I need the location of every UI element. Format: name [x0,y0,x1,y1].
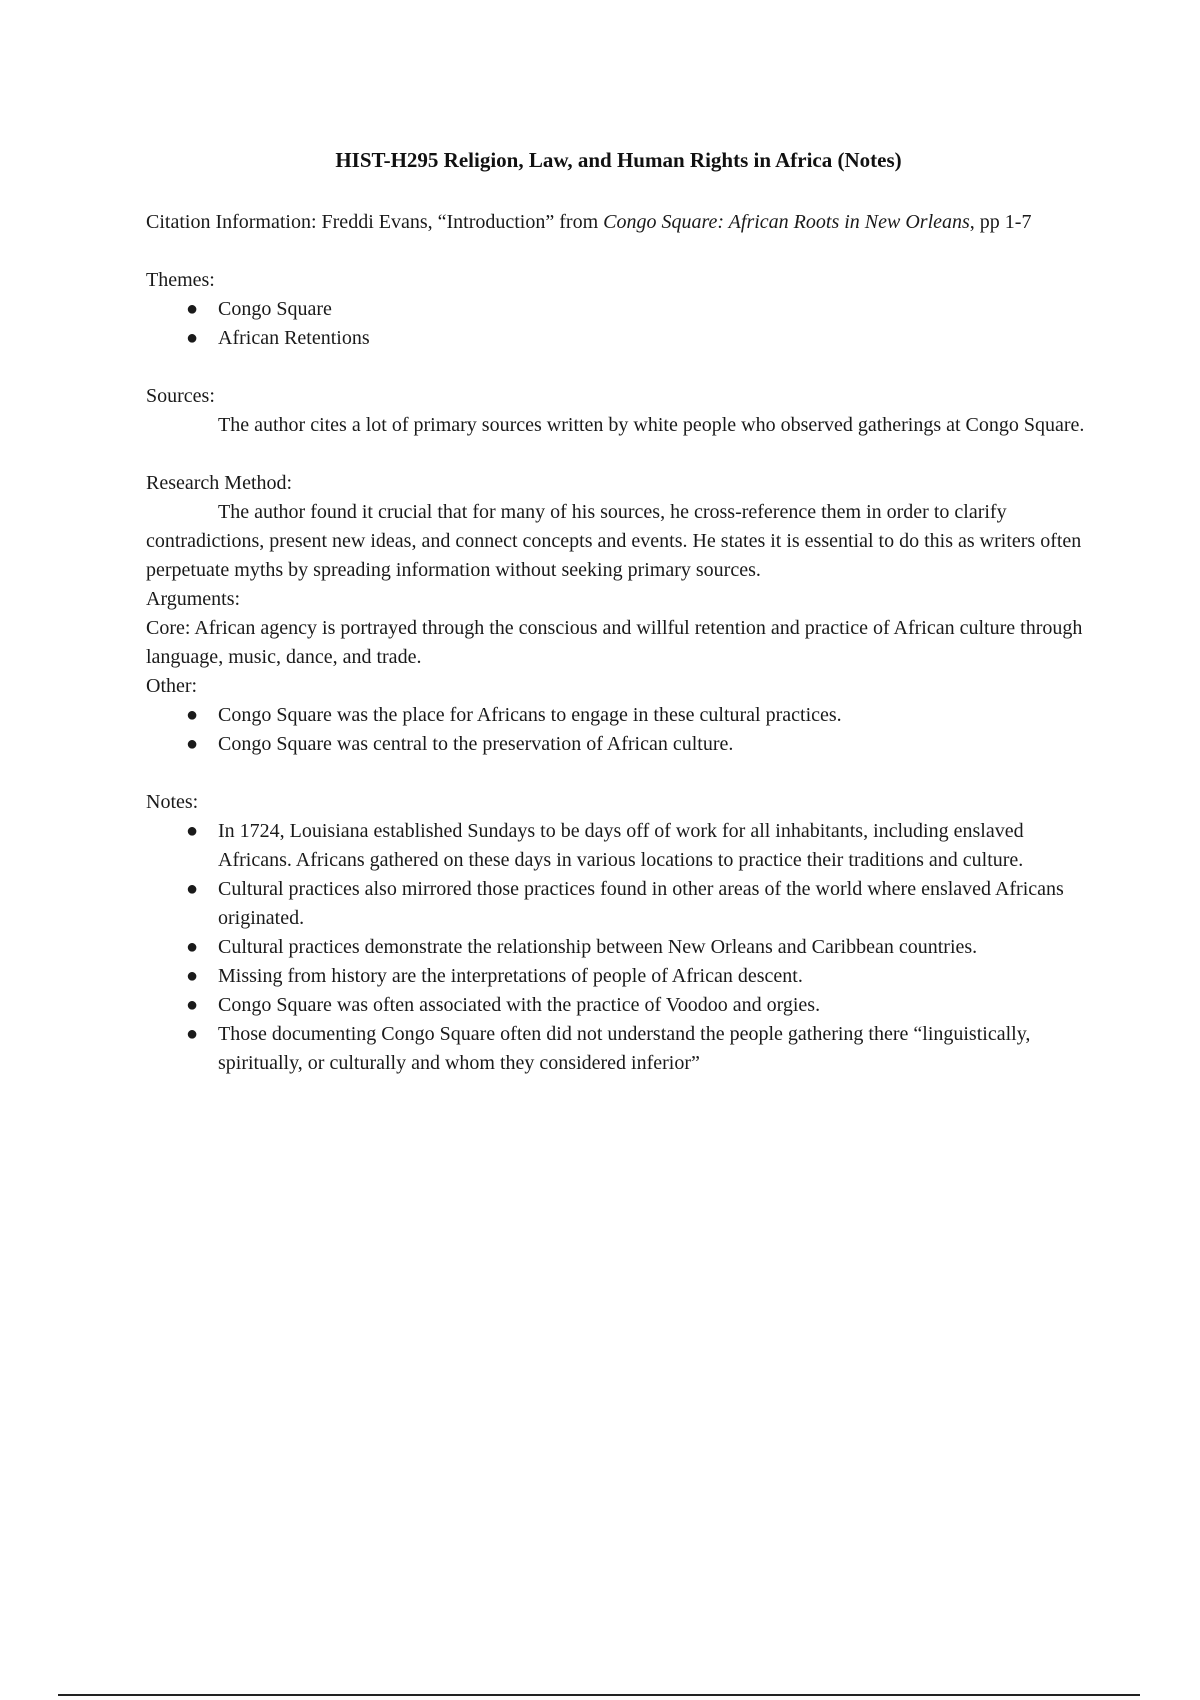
list-item [146,295,1091,324]
list-item-text: Congo Square was often associated with the practice of Voodoo and orgies. [218,994,821,1016]
notes-section [146,788,1091,1078]
list-item [146,324,1091,353]
list-item [146,701,1091,730]
list-item [146,817,1091,875]
list-item-text: Cultural practices also mirrored those practices found in other areas of the world where enslaved Africans originated. [218,878,1064,929]
document-title: HIST-H295 Religion, Law, and Human Rights in Africa (Notes) [335,148,902,172]
list-item-text: Congo Square was central to the preservation of African culture. [218,733,734,755]
citation-book-title: Congo Square: African Roots in New Orleans [603,211,970,233]
list-item [146,730,1091,759]
bullet-icon: ● [185,878,199,900]
bullet-icon: ● [185,327,199,349]
other-arguments-heading: Other: [146,675,198,697]
list-item-text: Missing from history are the interpretations of people of African descent. [218,965,803,987]
list-item-text: Congo Square [218,298,332,320]
notes-list [146,817,1091,1078]
bullet-icon: ● [185,733,199,755]
list-item-text: Those documenting Congo Square often did not understand the people gathering there “linguistically, spiritually, or culturally and whom they considered inferior” [218,1023,1031,1074]
sources-text: The author cites a lot of primary sources written by white people who observed gatherings at Congo Square. [218,414,1085,436]
list-item-text: African Retentions [218,327,370,349]
research-method-heading: Research Method: [146,472,293,494]
research-method-text: The author found it crucial that for many of his sources, he cross-reference them in order to clarify contradictions, present new ideas, and connect concepts and events. He states it is essential to do this as writers often perpetuate myths by spreading information without seeking primary sources. [146,501,1082,581]
themes-heading: Themes: [146,269,215,291]
bullet-icon: ● [185,936,199,958]
citation-suffix: , pp 1-7 [969,211,1032,233]
list-item-text: In 1724, Louisiana established Sundays to be days off of work for all inhabitants, including enslaved Africans. Africans gathered on these days in various locations to practice their traditions and culture. [218,820,1024,871]
bullet-icon: ● [185,704,199,726]
themes-section [146,266,1091,353]
list-item [146,962,1091,991]
list-item [146,1020,1091,1078]
page-bottom-divider [58,1694,1140,1696]
bullet-icon: ● [185,965,199,987]
bullet-icon: ● [185,1023,199,1045]
bullet-icon: ● [185,820,199,842]
list-item-text: Cultural practices demonstrate the relationship between New Orleans and Caribbean countries. [218,936,978,958]
themes-list [146,295,1091,353]
list-item [146,875,1091,933]
notes-heading: Notes: [146,791,199,813]
bullet-icon: ● [185,298,199,320]
arguments-section [146,585,1091,759]
list-item [146,991,1091,1020]
sources-heading: Sources: [146,385,215,407]
other-arguments-list [146,701,1091,759]
arguments-heading: Arguments: [146,588,241,610]
document-body [146,138,1091,1078]
list-item [146,933,1091,962]
sources-section [146,382,1091,440]
research-method-section [146,469,1091,585]
core-argument: Core: African agency is portrayed through the conscious and willful retention and practice of African culture through language, music, dance, and trade. [146,617,1083,668]
bullet-icon: ● [185,994,199,1016]
citation-information [146,208,1091,237]
list-item-text: Congo Square was the place for Africans to engage in these cultural practices. [218,704,842,726]
citation-prefix: Citation Information: Freddi Evans, “Introduction” from [146,211,604,233]
